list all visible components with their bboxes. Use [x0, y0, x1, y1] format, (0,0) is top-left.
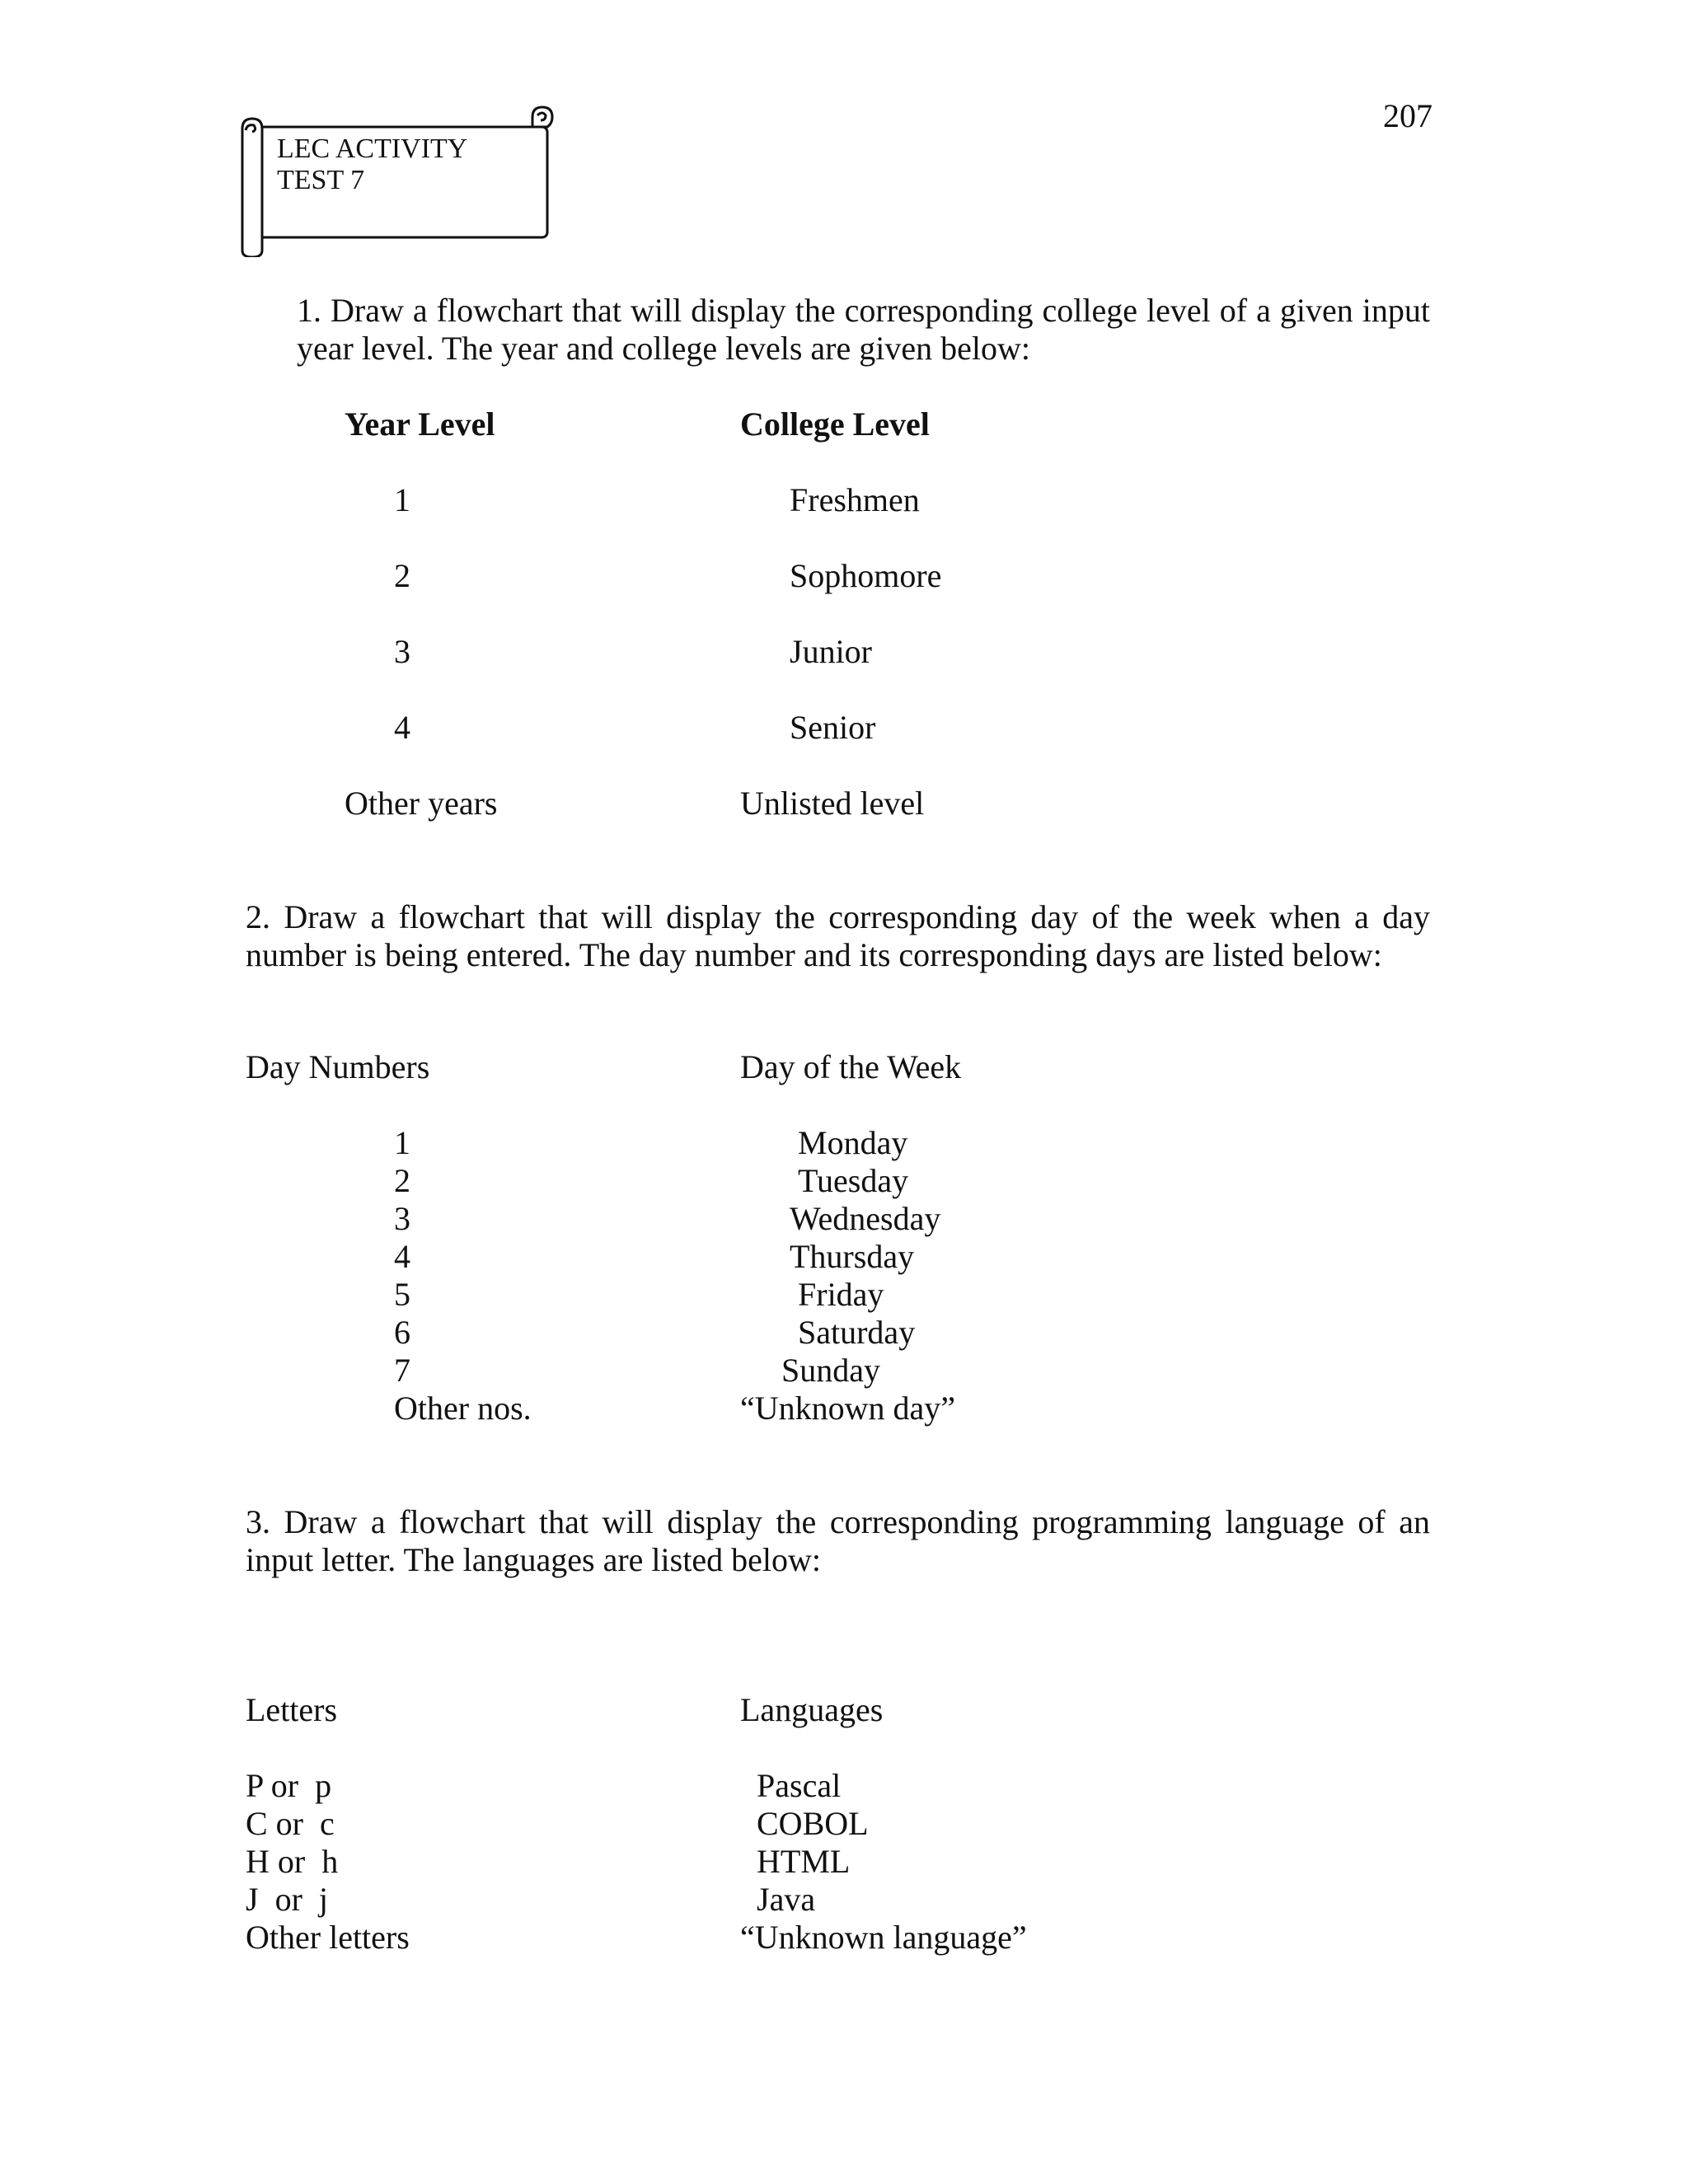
q2-row-number: 6	[394, 1314, 410, 1351]
q2-row-day: Friday	[798, 1276, 884, 1313]
q3-row-letter: J or j	[246, 1881, 328, 1918]
q1-row-level: Junior	[790, 633, 872, 670]
q1-col1-header: Year Level	[345, 405, 495, 443]
activity-banner	[236, 105, 559, 257]
q1-row-year: 1	[394, 481, 410, 518]
question-3-text: 3. Draw a flowchart that will display the corresponding programming language of an input letter. The languages are listed below:	[246, 1503, 1430, 1578]
q3-col2-header: Languages	[740, 1691, 884, 1728]
q2-row-day: “Unknown day”	[740, 1390, 956, 1427]
q3-row-language: Pascal	[757, 1767, 842, 1804]
question-1-text: 1. Draw a flowchart that will display the corresponding college level of a given input year level. The year and college levels are given below:	[297, 292, 1430, 367]
q1-row-year: 2	[394, 557, 410, 594]
q2-row-day: Tuesday	[798, 1162, 909, 1199]
q2-row-number: 1	[394, 1124, 410, 1161]
q2-row-number: Other nos.	[394, 1390, 532, 1427]
q1-row-year: Other years	[345, 785, 498, 822]
q1-row-level: Sophomore	[790, 557, 942, 594]
q1-row-year: 4	[394, 709, 410, 746]
q1-row-level: Unlisted level	[740, 785, 925, 822]
q2-row-day: Saturday	[798, 1314, 916, 1351]
q3-row-language: “Unknown language”	[740, 1919, 1027, 1956]
q2-row-number: 4	[394, 1238, 410, 1275]
q3-row-language: COBOL	[757, 1805, 869, 1842]
q2-row-number: 3	[394, 1200, 410, 1237]
q3-row-language: Java	[757, 1881, 816, 1918]
q2-row-day: Sunday	[781, 1352, 880, 1389]
banner-line-2: TEST 7	[277, 165, 365, 195]
q1-row-year: 3	[394, 633, 410, 670]
q2-col1-header: Day Numbers	[246, 1048, 430, 1085]
q1-col2-header: College Level	[740, 405, 930, 443]
q3-row-letter: H or h	[246, 1843, 339, 1880]
q2-row-day: Thursday	[790, 1238, 915, 1275]
q3-row-letter: Other letters	[246, 1919, 410, 1956]
q1-row-level: Senior	[790, 709, 876, 746]
q1-row-level: Freshmen	[790, 481, 920, 518]
q2-row-number: 5	[394, 1276, 410, 1313]
q2-col2-header: Day of the Week	[740, 1048, 962, 1085]
banner-line-1: LEC ACTIVITY	[277, 134, 468, 164]
q3-row-language: HTML	[757, 1843, 851, 1880]
q3-row-letter: P or p	[246, 1767, 332, 1804]
q2-row-number: 7	[394, 1352, 410, 1389]
question-2-text: 2. Draw a flowchart that will display the corresponding day of the week when a day number is being entered. The day number and its corresponding days are listed below:	[246, 898, 1430, 973]
page-number: 207	[1383, 97, 1432, 134]
q3-row-letter: C or c	[246, 1805, 335, 1842]
q3-col1-header: Letters	[246, 1691, 338, 1728]
q2-row-day: Wednesday	[790, 1200, 941, 1237]
q2-row-number: 2	[394, 1162, 410, 1199]
q2-row-day: Monday	[798, 1124, 908, 1161]
